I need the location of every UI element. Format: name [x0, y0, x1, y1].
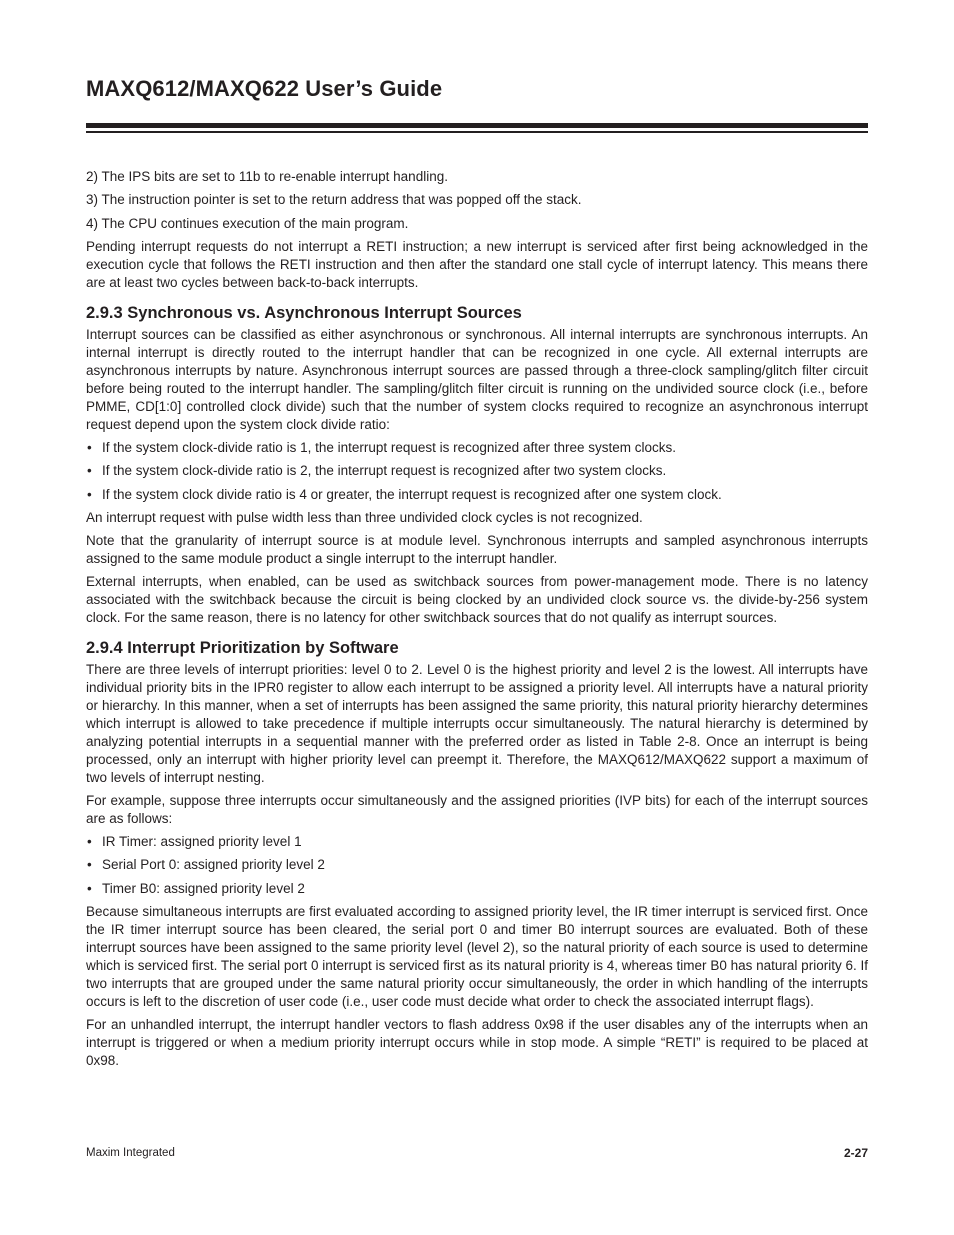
list-item	[86, 486, 868, 504]
bullet-icon: •	[87, 440, 92, 456]
list-item-text: Serial Port 0: assigned priority level 2	[102, 857, 325, 873]
paragraph: There are three levels of interrupt priorities: level 0 to 2. Level 0 is the highest priority and level 2 is the lowest. All interrupts have individual priority bits in the IPR0 register to allow each interrupt to be assigned a priority level. All interrupts have a natural priority or hierarchy. In this manner, when a set of interrupts has been assigned the same priority, this natural priority hierarchy determines which interrupt is allowed to take precedence if multiple interrupts occur simultaneously. The natural hierarchy is determined by analyzing potential interrupts in a sequential manner with the preferred order as listed in Table 2-8. Once an interrupt is being processed, only an interrupt with higher priority level can preempt it. Therefore, the MAXQ612/MAXQ622 support a maximum of two levels of interrupt nesting.	[86, 662, 868, 786]
list-item-text: If the system clock-divide ratio is 1, the interrupt request is recognized after three system clocks.	[102, 440, 676, 456]
list-item-text: If the system clock divide ratio is 4 or greater, the interrupt request is recognized after one system clock.	[102, 486, 722, 502]
bullet-icon: •	[87, 834, 92, 850]
bullet-icon: •	[87, 486, 92, 502]
bullet-icon: •	[87, 880, 92, 896]
document-body	[86, 168, 868, 1075]
list-item-text: If the system clock-divide ratio is 2, the interrupt request is recognized after two system clocks.	[102, 463, 667, 479]
bullet-icon: •	[87, 857, 92, 873]
header-rule-thin	[86, 131, 868, 133]
list-item	[86, 439, 868, 457]
paragraph: Note that the granularity of interrupt source is at module level. Synchronous interrupts and sampled asynchronous interrupts assigned to the same module product a single interrupt to the interrupt handler.	[86, 533, 868, 567]
bullet-list	[86, 833, 868, 898]
section-heading-2-9-3: 2.9.3 Synchronous vs. Asynchronous Interrupt Sources	[86, 304, 522, 323]
paragraph: Interrupt sources can be classified as either asynchronous or synchronous. All internal interrupts are synchronous interrupts. An internal interrupt is directly routed to the interrupt handler that can be recognized in one cycle. All external interrupts are asynchronous interrupts by nature. Asynchronous interrupt sources are passed through a three-clock sampling/glitch filter circuit before being routed to the interrupt handler. The sampling/glitch filter circuit is running on the undivided source clock (i.e., before PMME, CD[1:0] controlled clock divide) such that the number of system clocks required to recognize an asynchronous interrupt request depend upon the system clock divide ratio:	[86, 327, 868, 433]
bullet-icon: •	[87, 463, 92, 479]
list-item	[86, 833, 868, 851]
bullet-list	[86, 439, 868, 504]
paragraph: Because simultaneous interrupts are first evaluated according to assigned priority level, the IR timer interrupt is serviced first. Once the IR timer interrupt source has been cleared, the serial port 0 and timer B0 interrupt sources are evaluated. Both of these interrupt sources have been assigned to the same priority level (level 2), so the natural priority of each source is used to determine which is serviced first. The serial port 0 interrupt is serviced first as its natural priority is 4, whereas timer B0 has natural priority 6. If two interrupts that are grouped under the same natural priority occur simultaneously, the order in which handling of the interrupts occurs is left to the discretion of user code (i.e., user code must decide what order to check the associated interrupt flags).	[86, 903, 868, 1009]
step-item: 2) The IPS bits are set to 11b to re-enable interrupt handling.	[86, 169, 448, 184]
paragraph: External interrupts, when enabled, can be used as switchback sources from power-management mode. There is no latency associated with the switchback because the circuit is being clocked by an undivided clock source vs. the divide-by-256 system clock. For the same reason, there is no latency for other switchback sources that do not qualify as interrupt sources.	[86, 574, 868, 626]
list-item	[86, 880, 868, 898]
list-item-text: IR Timer: assigned priority level 1	[102, 834, 302, 850]
header-rule-thick	[86, 123, 868, 128]
step-item: 3) The instruction pointer is set to the return address that was popped off the stack.	[86, 192, 582, 208]
paragraph: An interrupt request with pulse width less than three undivided clock cycles is not recognized.	[86, 510, 643, 526]
footer-company: Maxim Integrated	[86, 1147, 175, 1159]
list-item-text: Timer B0: assigned priority level 2	[102, 880, 305, 896]
intro-paragraph: Pending interrupt requests do not interrupt a RETI instruction; a new interrupt is serviced after first being acknowledged in the execution cycle that follows the RETI instruction and then after the standard one stall cycle of interrupt latency. This means there are at least two cycles between back-to-back interrupts.	[86, 239, 868, 291]
paragraph: For an unhandled interrupt, the interrupt handler vectors to flash address 0x98 if the user disables any of the interrupts when an interrupt is triggered or when a medium priority interrupt occurs while in stop mode. A simple “RETI” is required to be placed at 0x98.	[86, 1016, 868, 1068]
step-item: 4) The CPU continues execution of the main program.	[86, 215, 409, 231]
paragraph: For example, suppose three interrupts occur simultaneously and the assigned priorities (IVP bits) for each of the interrupt sources are as follows:	[86, 793, 868, 827]
list-item	[86, 462, 868, 480]
section-heading-2-9-4: 2.9.4 Interrupt Prioritization by Software	[86, 639, 399, 658]
list-item	[86, 856, 868, 874]
page-title: MAXQ612/MAXQ622 User’s Guide	[86, 76, 443, 101]
page-number: 2-27	[843, 1146, 868, 1160]
